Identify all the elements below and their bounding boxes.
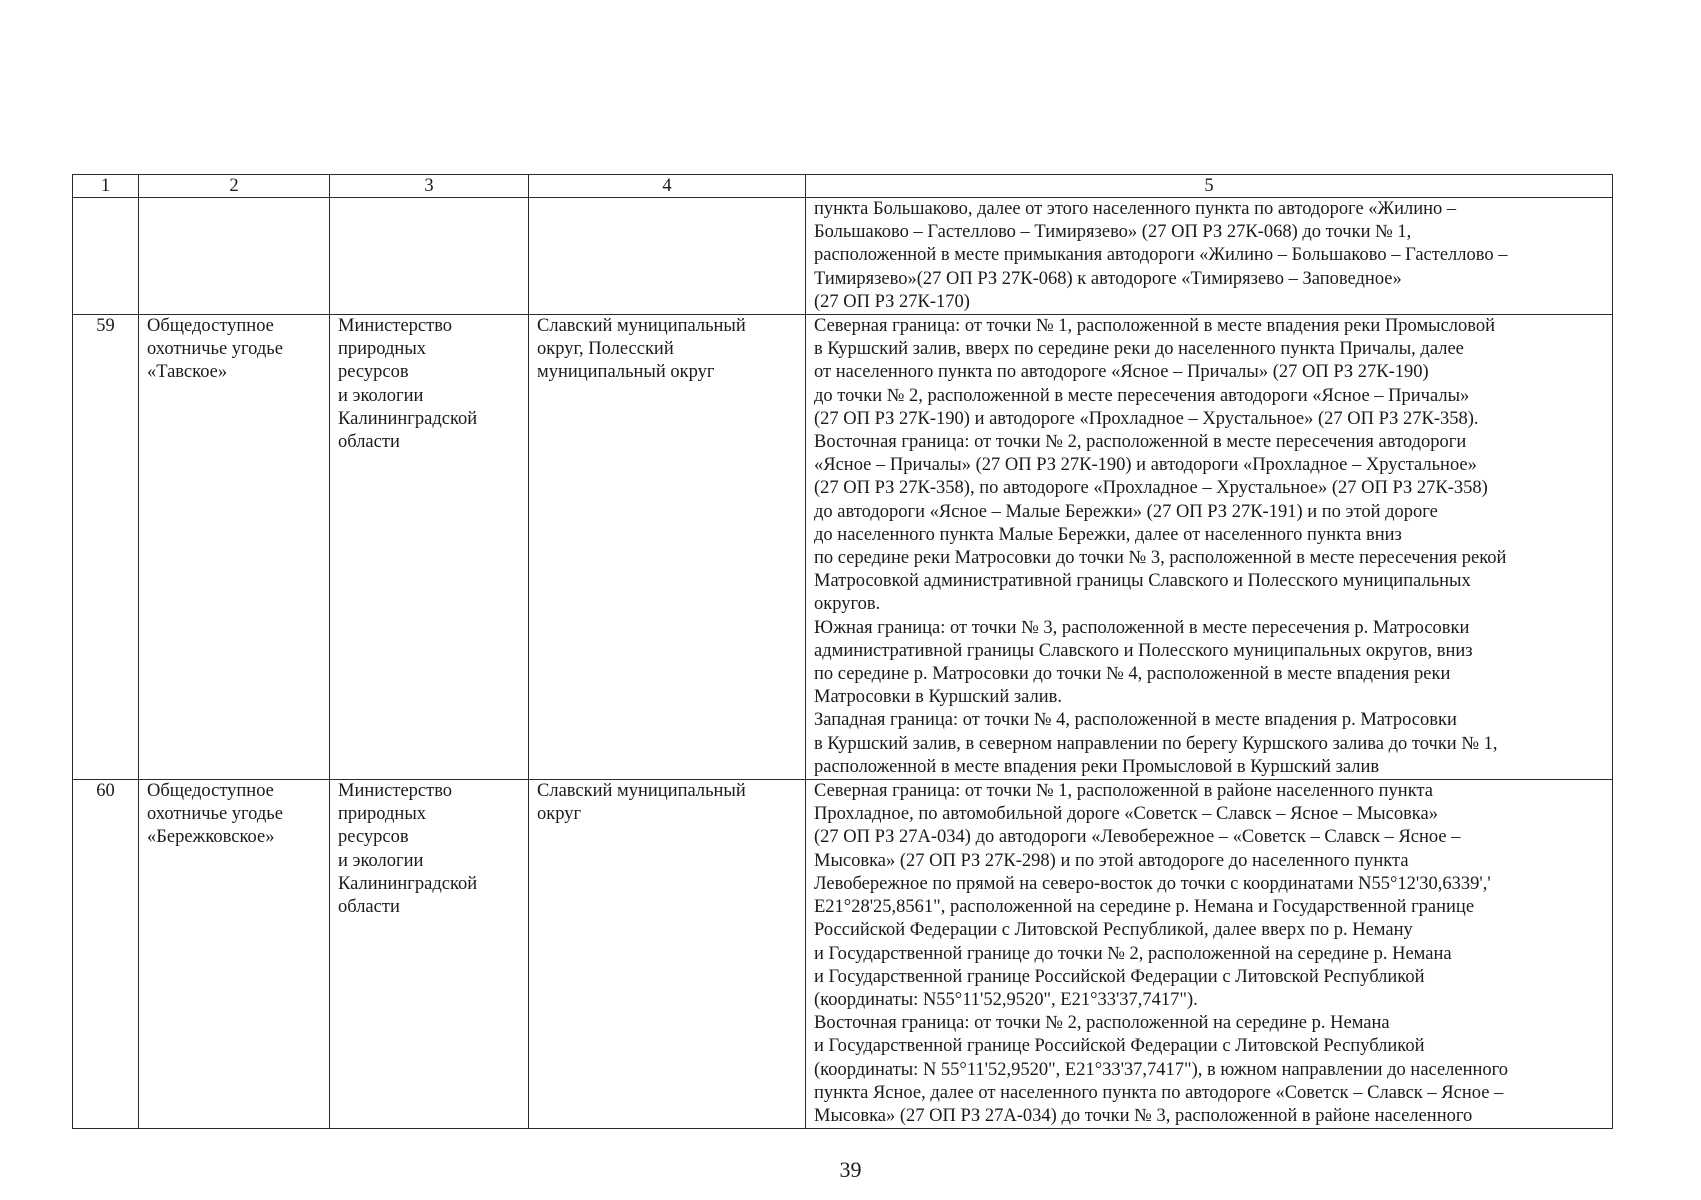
text-line: Прохладное, по автомобильной дороге «Советск – Славск – Ясное – Мысовка»: [814, 804, 1438, 825]
text-line: Восточная граница: от точки № 2, расположенной в месте пересечения автодороги: [814, 432, 1467, 453]
text-line: Славский муниципальный: [537, 781, 746, 802]
text-line: (27 ОП РЗ 27А-034) до автодороги «Левобережное – «Советск – Славск – Ясное –: [814, 827, 1461, 848]
boundary-description: [806, 315, 1613, 780]
table-row-59: [73, 315, 1613, 780]
text-line: природных: [338, 339, 427, 360]
text-line: Общедоступное: [147, 781, 274, 802]
text-line: до точки № 2, расположенной в месте пересечения автодороги «Ясное – Причалы»: [814, 385, 1470, 406]
text-line: в Куршский залив, в северном направлении по берегу Куршского залива до точки № 1,: [814, 733, 1498, 754]
text-line: расположенной в месте примыкания автодороги «Жилино – Большаково – Гастеллово –: [814, 245, 1508, 266]
text-line: административной границы Славского и Полесского муниципальных округов, вниз: [814, 640, 1473, 661]
text-line: Калининградской: [338, 408, 478, 429]
municipal-district: [529, 780, 806, 1129]
text-line: и Государственной границе Российской Федерации с Литовской Республикой: [814, 966, 1425, 987]
table-row-60: [73, 780, 1613, 1129]
text-line: Матросовкой административной границы Славского и Полесского муниципальных: [814, 571, 1471, 592]
text-line: «Тавское»: [147, 362, 228, 383]
header-cell-2: 2: [139, 175, 330, 198]
text-line: и экологии: [338, 385, 424, 406]
text-line: Западная граница: от точки № 4, расположенной в месте впадения р. Матросовки: [814, 710, 1457, 731]
managing-authority: [330, 780, 529, 1129]
text-line: (27 ОП РЗ 27К-170): [814, 291, 970, 312]
text-line: охотничье угодье: [147, 804, 283, 825]
text-line: Министерство: [338, 316, 453, 337]
text-line: муниципальный округ: [537, 362, 715, 383]
text-line: Мысовка» (27 ОП РЗ 27А-034) до точки № 3, расположенной в районе населенного: [814, 1105, 1473, 1126]
continuation-row: [73, 198, 1613, 315]
text-line: и Государственной границе до точки № 2, расположенной на середине р. Немана: [814, 943, 1452, 964]
continuation-description-cell: [806, 198, 1613, 315]
continuation-number-cell: [73, 198, 139, 315]
text-line: пункта Ясное, далее от населенного пункта по автодороге «Советск – Славск – Ясное –: [814, 1082, 1504, 1103]
text-line: и экологии: [338, 850, 424, 871]
header-cell-5: 5: [806, 175, 1613, 198]
page-number: 39: [839, 1157, 862, 1182]
text-line: Общедоступное: [147, 316, 274, 337]
text-line: «Бережковское»: [147, 827, 275, 848]
hunting-grounds-table: [72, 174, 1613, 1129]
text-line: E21°28'25,8561", расположенной на середине р. Немана и Государственной границе: [814, 897, 1475, 918]
text-line: Российской Федерации с Литовской Республикой, далее вверх по р. Неману: [814, 920, 1413, 941]
text-line: области: [338, 897, 400, 918]
text-line: Матросовки в Куршский залив.: [814, 687, 1063, 708]
managing-authority: [330, 315, 529, 780]
text-line: Северная граница: от точки № 1, расположенной в месте впадения реки Промысловой: [814, 316, 1496, 337]
text-line: Мысовка» (27 ОП РЗ 27К-298) и по этой автодороге до населенного пункта: [814, 850, 1409, 871]
text-line: в Куршский залив, вверх по середине реки до населенного пункта Причалы, далее: [814, 339, 1464, 360]
text-line: и Государственной границе Российской Федерации с Литовской Республикой: [814, 1036, 1425, 1057]
text-line: природных: [338, 804, 427, 825]
text-line: пункта Большаково, далее от этого населенного пункта по автодороге «Жилино –: [814, 199, 1457, 219]
continuation-authority-cell: [330, 198, 529, 315]
text-line: (координаты: N55°11'52,9520", E21°33'37,7417").: [814, 989, 1198, 1010]
text-line: Министерство: [338, 781, 453, 802]
text-line: области: [338, 432, 400, 453]
text-line: по середине р. Матросовки до точки № 4, расположенной в месте впадения реки: [814, 664, 1451, 685]
text-line: охотничье угодье: [147, 339, 283, 360]
text-line: (27 ОП РЗ 27К-358), по автодороге «Прохладное – Хрустальное» (27 ОП РЗ 27К-358): [814, 478, 1488, 499]
text-line: Южная граница: от точки № 3, расположенной в месте пересечения р. Матросовки: [814, 617, 1470, 638]
text-line: до населенного пункта Малые Бережки, далее от населенного пункта вниз: [814, 524, 1402, 545]
text-line: Славский муниципальный: [537, 316, 746, 337]
text-line: расположенной в месте впадения реки Промысловой в Куршский залив: [814, 756, 1380, 777]
text-line: ресурсов: [338, 362, 409, 383]
boundary-description: [806, 780, 1613, 1129]
text-line: Тимирязево»(27 ОП РЗ 27К-068) к автодороге «Тимирязево – Заповедное»: [814, 268, 1402, 289]
text-line: округов.: [814, 594, 881, 615]
text-line: округ, Полесский: [537, 339, 674, 360]
row-number: 60: [73, 780, 139, 1129]
text-line: Большаково – Гастеллово – Тимирязево» (27 ОП РЗ 27К-068) до точки № 1,: [814, 222, 1412, 243]
text-line: округ: [537, 804, 582, 825]
document-sheet: [72, 174, 1612, 1129]
header-cell-3: 3: [330, 175, 529, 198]
continuation-name-cell: [139, 198, 330, 315]
text-line: Калининградской: [338, 873, 478, 894]
header-cell-4: 4: [529, 175, 806, 198]
text-line: (27 ОП РЗ 27К-190) и автодороге «Прохладное – Хрустальное» (27 ОП РЗ 27К-358).: [814, 408, 1479, 429]
continuation-district-cell: [529, 198, 806, 315]
text-line: (координаты: N 55°11'52,9520", E21°33'37,7417"), в южном направлении до населенного: [814, 1059, 1509, 1080]
text-line: Восточная граница: от точки № 2, расположенной на середине р. Немана: [814, 1013, 1390, 1034]
header-cell-1: 1: [73, 175, 139, 198]
table-header-row: [73, 175, 1613, 198]
row-number: 59: [73, 315, 139, 780]
text-line: до автодороги «Ясное – Малые Бережки» (27 ОП РЗ 27К-191) и по этой дороге: [814, 501, 1438, 522]
text-line: от населенного пункта по автодороге «Ясное – Причалы» (27 ОП РЗ 27К-190): [814, 362, 1429, 383]
hunting-ground-name: [139, 780, 330, 1129]
text-line: Северная граница: от точки № 1, расположенной в районе населенного пункта: [814, 781, 1433, 802]
text-line: ресурсов: [338, 827, 409, 848]
hunting-ground-name: [139, 315, 330, 780]
text-line: по середине реки Матросовки до точки № 3, расположенной в месте пересечения рекой: [814, 548, 1507, 569]
text-line: Левобережное по прямой на северо-восток до точки с координатами N55°12'30,6339',': [814, 873, 1491, 894]
municipal-district: [529, 315, 806, 780]
text-line: «Ясное – Причалы» (27 ОП РЗ 27К-190) и автодороги «Прохладное – Хрустальное»: [814, 455, 1477, 476]
